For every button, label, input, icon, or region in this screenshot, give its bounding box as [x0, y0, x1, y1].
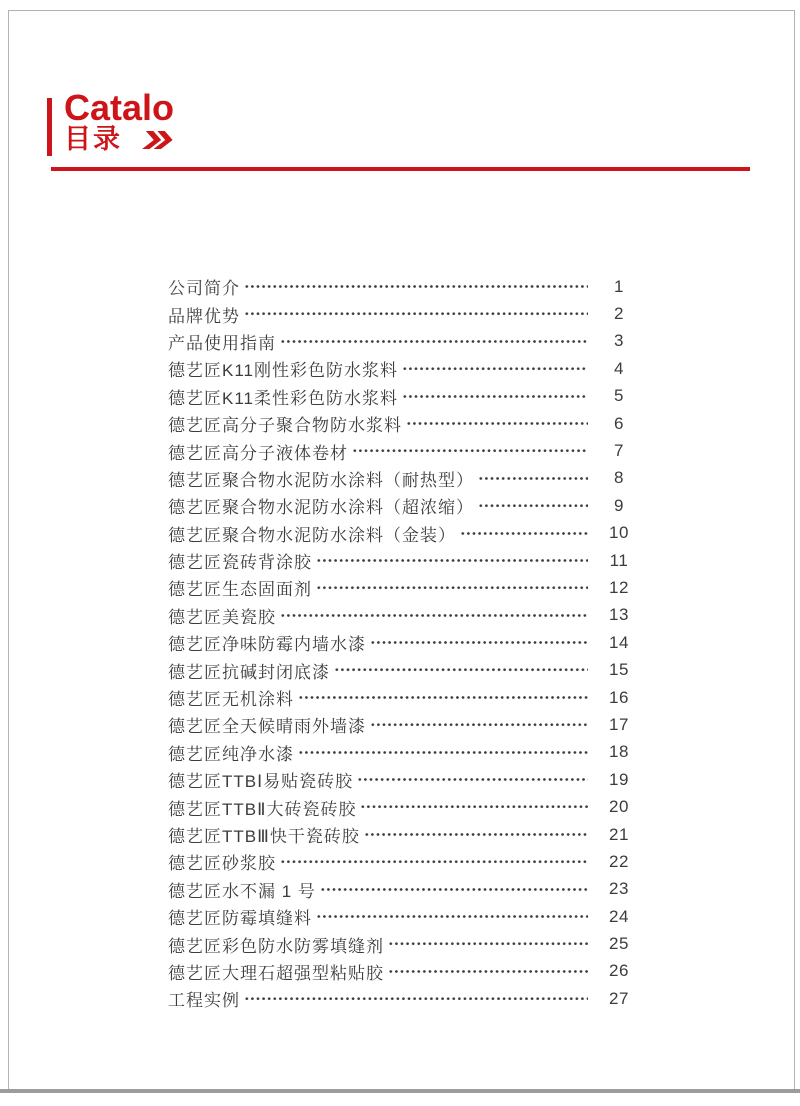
- toc-entry-page-number: 9: [614, 495, 624, 515]
- toc-entry-label: 德艺匠净味防霉内墙水漆: [168, 635, 366, 655]
- dot-leader: [357, 766, 588, 793]
- toc-entry-page-number: 6: [614, 413, 624, 433]
- toc-entry-page-number: 23: [609, 879, 629, 899]
- dot-leader: [460, 520, 588, 547]
- dot-leader: [370, 711, 588, 738]
- toc-row: [168, 930, 640, 957]
- toc-entry-label: 德艺匠彩色防水防雾填缝剂: [168, 936, 384, 956]
- toc-row: [168, 821, 640, 848]
- header-title-english: Catalo: [64, 87, 175, 128]
- toc-entry-label: 德艺匠抗碱封闭底漆: [168, 662, 330, 682]
- toc-entry-label: 德艺匠生态固面剂: [168, 580, 312, 600]
- toc-row: [168, 465, 640, 492]
- toc-row: [168, 328, 640, 355]
- toc-entry-label: 公司简介: [168, 279, 240, 299]
- toc-entry-label: 德艺匠TTBⅠ易贴瓷砖胶: [168, 772, 354, 792]
- toc-entry-page-number: 11: [609, 550, 629, 570]
- toc-row: [168, 492, 640, 519]
- toc-entry-label: 德艺匠砂浆胶: [168, 854, 276, 874]
- toc-entry-page-number: 26: [609, 961, 629, 981]
- toc-entry-page-number: 20: [609, 797, 629, 817]
- toc-entry-label: 德艺匠聚合物水泥防水涂料（超浓缩）: [168, 498, 474, 518]
- dot-leader: [370, 629, 588, 656]
- toc-row: [168, 629, 640, 656]
- dot-leader: [298, 739, 588, 766]
- toc-entry-label: 德艺匠水不漏 1 号: [168, 881, 316, 901]
- toc-row: [168, 355, 640, 382]
- dot-leader: [334, 656, 588, 683]
- toc-row: [168, 876, 640, 903]
- toc-row: [168, 437, 640, 464]
- toc-entry-page-number: 16: [609, 687, 629, 707]
- toc-entry-page-number: 4: [614, 358, 624, 378]
- toc-entry-label: 德艺匠高分子聚合物防水浆料: [168, 416, 402, 436]
- toc-entry-label: 德艺匠纯净水漆: [168, 744, 294, 764]
- toc-entry-page-number: 5: [614, 386, 624, 406]
- red-accent-bar: [47, 98, 52, 156]
- catalog-header: [0, 0, 800, 200]
- toc-row: [168, 520, 640, 547]
- dot-leader: [388, 930, 588, 957]
- toc-entry-page-number: 12: [609, 577, 629, 597]
- dot-leader: [402, 383, 588, 410]
- toc-row: [168, 848, 640, 875]
- toc-row: [168, 656, 640, 683]
- toc-entry-label: 德艺匠大理石超强型粘贴胶: [168, 963, 384, 983]
- header-divider-rule: [51, 167, 750, 171]
- toc-entry-label: 德艺匠K11柔性彩色防水浆料: [168, 388, 398, 408]
- toc-entry-page-number: 3: [614, 331, 624, 351]
- toc-entry-page-number: 24: [609, 906, 629, 926]
- toc-entry-label: 德艺匠TTBⅡ大砖瓷砖胶: [168, 799, 357, 819]
- dot-leader: [280, 328, 588, 355]
- toc-entry-page-number: 1: [614, 276, 624, 296]
- toc-entry-page-number: 14: [609, 632, 629, 652]
- dot-leader: [364, 821, 588, 848]
- toc-row: [168, 985, 640, 1012]
- toc-entry-label: 德艺匠无机涂料: [168, 690, 294, 710]
- toc-entry-label: 德艺匠全天候晴雨外墙漆: [168, 717, 366, 737]
- toc-entry-label: 德艺匠高分子液体卷材: [168, 443, 348, 463]
- toc-row: [168, 711, 640, 738]
- dot-leader: [244, 273, 588, 300]
- toc-entry-page-number: 22: [609, 851, 629, 871]
- toc-row: [168, 684, 640, 711]
- dot-leader: [352, 437, 588, 464]
- dot-leader: [406, 410, 588, 437]
- toc-entry-page-number: 2: [614, 304, 624, 324]
- toc-entry-page-number: 21: [609, 824, 629, 844]
- toc-row: [168, 766, 640, 793]
- dot-leader: [320, 876, 588, 903]
- toc-row: [168, 574, 640, 601]
- toc-row: [168, 410, 640, 437]
- toc-row: [168, 903, 640, 930]
- toc-row: [168, 273, 640, 300]
- dot-leader: [298, 684, 588, 711]
- toc-entry-label: 德艺匠聚合物水泥防水涂料（耐热型）: [168, 470, 474, 490]
- toc-entry-label: 德艺匠美瓷胶: [168, 607, 276, 627]
- table-of-contents: [168, 273, 640, 1013]
- dot-leader: [316, 574, 588, 601]
- toc-row: [168, 602, 640, 629]
- toc-entry-page-number: 27: [609, 988, 629, 1008]
- toc-entry-label: 德艺匠聚合物水泥防水涂料（金装）: [168, 525, 456, 545]
- toc-entry-page-number: 13: [609, 605, 629, 625]
- toc-row: [168, 739, 640, 766]
- page-bottom-edge: [0, 1089, 800, 1093]
- toc-entry-label: 工程实例: [168, 991, 240, 1011]
- dot-leader: [316, 547, 588, 574]
- dot-leader: [388, 958, 588, 985]
- toc-entry-label: 德艺匠TTBⅢ快干瓷砖胶: [168, 827, 360, 846]
- toc-entry-label: 德艺匠K11刚性彩色防水浆料: [168, 361, 398, 381]
- dot-leader: [280, 848, 588, 875]
- header-title-chinese: 目录: [64, 124, 122, 154]
- toc-row: [168, 383, 640, 410]
- toc-entry-label: 产品使用指南: [168, 333, 276, 353]
- toc-entry-page-number: 25: [609, 934, 629, 954]
- toc-entry-page-number: 17: [609, 714, 629, 734]
- dot-leader: [402, 355, 588, 382]
- toc-entry-page-number: 18: [609, 742, 629, 762]
- double-chevron-icon: [142, 131, 176, 149]
- toc-entry-page-number: 10: [609, 523, 629, 543]
- dot-leader: [316, 903, 588, 930]
- dot-leader: [244, 300, 588, 327]
- toc-row: [168, 793, 640, 820]
- toc-entry-page-number: 19: [609, 769, 629, 789]
- dot-leader: [478, 465, 588, 492]
- toc-row: [168, 958, 640, 985]
- dot-leader: [360, 793, 588, 820]
- dot-leader: [244, 985, 588, 1012]
- dot-leader: [478, 492, 588, 519]
- toc-entry-page-number: 7: [614, 441, 624, 461]
- toc-entry-label: 德艺匠瓷砖背涂胶: [168, 553, 312, 573]
- toc-entry-label: 德艺匠防霉填缝料: [168, 909, 312, 929]
- toc-entry-page-number: 8: [614, 468, 624, 488]
- toc-entry-page-number: 15: [609, 660, 629, 680]
- toc-entry-label: 品牌优势: [168, 306, 240, 326]
- dot-leader: [280, 602, 588, 629]
- toc-row: [168, 300, 640, 327]
- toc-row: [168, 547, 640, 574]
